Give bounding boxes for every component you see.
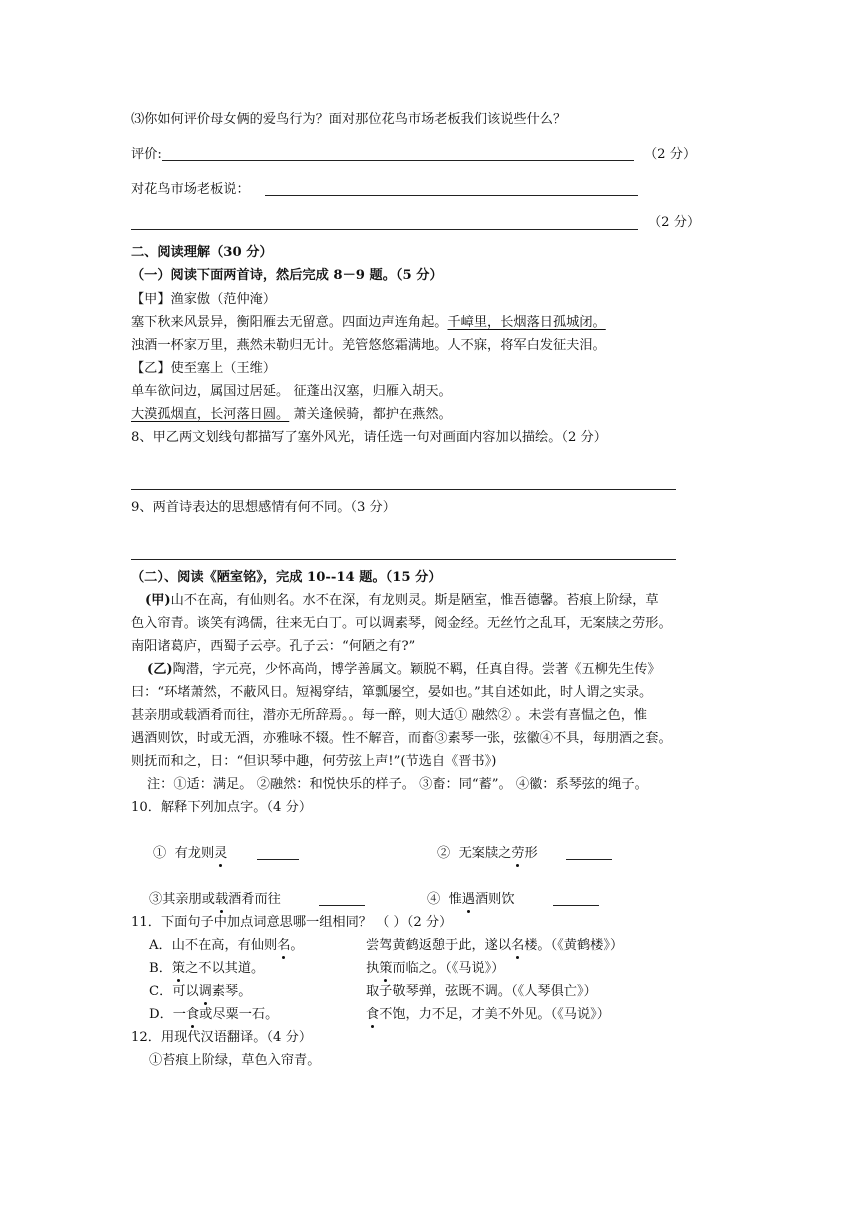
boss-label: 对花鸟市场老板说： [131,182,250,197]
poem-b-underlined: 大漠孤烟直，长河落日圆。 [131,407,290,422]
text-a-line-3: 南阳诸葛庐，西蜀子云亭。孔子云：“何陋之有?” [131,639,416,654]
q11-option-d-right: 食不饱，力不足，才美不外见。（《马说》） [366,1007,610,1022]
boss-points: （2 分） [648,215,701,230]
q8-answer-line[interactable] [131,489,676,490]
q9-prompt: 9、两首诗表达的思想感情有何不同。（3 分） [131,500,396,515]
q11-prompt: 11．下面句子中加点词意思哪一组相同？ （ ）（2 分） [131,915,453,930]
notes: 注：①适：满足。 ②融然：和悦快乐的样子。 ③畜：同“蓄”。 ④徽：系琴弦的绳子。 [147,777,648,792]
q11-option-b-right: 执策而临之。（《马说》） [366,961,505,976]
q11-option-a-right: 尝驾黄鹤返憩于此，遂以名楼。（《黄鹤楼》） [366,938,624,953]
text-b-line-3: 甚亲朋或载酒肴而往，潜亦无所辞焉。。每一醉，则大适① 融然② 。未尝有喜愠之色，惟 [131,708,648,723]
q10-item-1: ① 有龙则灵 [153,846,228,861]
section2-title: 二、阅读理解（30 分） [131,245,273,260]
q10-item-4: ④ 惟遇酒则饮 [427,892,515,907]
q12-prompt: 12．用现代汉语翻译。（4 分） [131,1030,313,1045]
q10-blank-2[interactable] [566,847,612,860]
q10-item-2: ② 无案牍之劳形 [437,846,538,861]
part2-title: （二）、阅读《陋室铭》，完成 10--14 题。（15 分） [131,570,442,585]
text-a-line-2: 色入帘青。谈笑有鸿儒，往来无白丁。可以调素琴，阅金经。无丝竹之乱耳，无案牍之劳形。 [131,616,672,631]
q8-prompt: 8、甲乙两文划线句都描写了塞外风光，请任选一句对画面内容加以描绘。（2 分） [131,430,607,445]
poem-a-underlined: 千嶂里，长烟落日孤城闭。 [447,315,606,330]
q10-blank-1[interactable] [257,847,299,860]
poem-a-title: 【甲】渔家傲（范仲淹） [131,292,277,307]
q10-item-3: ③其亲朋或载酒肴而往 [149,892,281,907]
text-b-line-5: 则抚而和之，日：“但识琴中趣，何劳弦上声!”(节选自《晋书》) [131,754,497,769]
q11-option-b-left: B．策之不以其道。 [149,961,265,976]
eval-label: 评价: [131,147,162,162]
text-b-line-1: (乙)陶潜，字元亮，少怀高尚，博学善属文。颖脱不羁，任真自得。尝著《五柳先生传》 [147,662,661,677]
boss-answer-line-1[interactable] [265,195,638,196]
q11-option-a-left: A．山不在高，有仙则名。 [149,938,304,953]
eval-points: （2 分） [644,147,697,162]
poem-a-line-1: 塞下秋来风景异，衡阳雁去无留意。四面边声连角起。千嶂里，长烟落日孤城闭。 [131,315,606,330]
q12-item-1: ①苔痕上阶绿，草色入帘青。 [149,1053,321,1068]
part1-title: （一）阅读下面两首诗，然后完成 8－9 题。（5 分） [131,268,443,283]
q10-prompt: 10．解释下列加点字。（4 分） [131,800,313,815]
poem-b-title: 【乙】使至塞上（王维） [131,361,277,376]
text-a-line-1: (甲)山不在高，有仙则名。水不在深，有龙则灵。斯是陋室，惟吾德馨。苔痕上阶绿，草 [145,593,659,608]
q10-blank-4[interactable] [553,893,599,906]
q9-answer-line[interactable] [131,559,676,560]
q10-blank-3[interactable] [319,893,365,906]
q3-prompt: ⑶你如何评价母女俩的爱鸟行为？面对那位花鸟市场老板我们该说些什么？ [131,112,567,127]
text-b-line-4: 遇酒则饮，时或无酒，亦雅咏不辍。性不解音，而畜③素琴一张，弦徽④不具，每朋酒之套。 [131,731,672,746]
q11-option-c-right: 取子敬琴弹，弦既不调。（《人琴俱亡》） [366,984,597,999]
text-b-line-2: 曰：“环堵萧然，不蔽风日。短褐穿结，箪瓢屡空，晏如也。”其自述如此，时人谓之实录。 [131,685,653,700]
poem-b-line-1: 单车欲问边，属国过居延。 征蓬出汉塞，归雁入胡天。 [131,384,452,399]
eval-answer-line[interactable] [162,160,634,161]
boss-answer-line-2[interactable] [131,229,638,230]
q11-option-c-left: C．可以调素琴。 [149,984,252,999]
poem-b-line-2: 大漠孤烟直，长河落日圆。 萧关逢候骑，都护在燕然。 [131,407,452,422]
q11-option-d-left: D．一食或尽粟一石。 [149,1007,279,1022]
poem-a-line-2: 浊酒一杯家万里，燕然未勒归无计。羌管悠悠霜满地。人不寐，将军白发征夫泪。 [131,338,606,353]
